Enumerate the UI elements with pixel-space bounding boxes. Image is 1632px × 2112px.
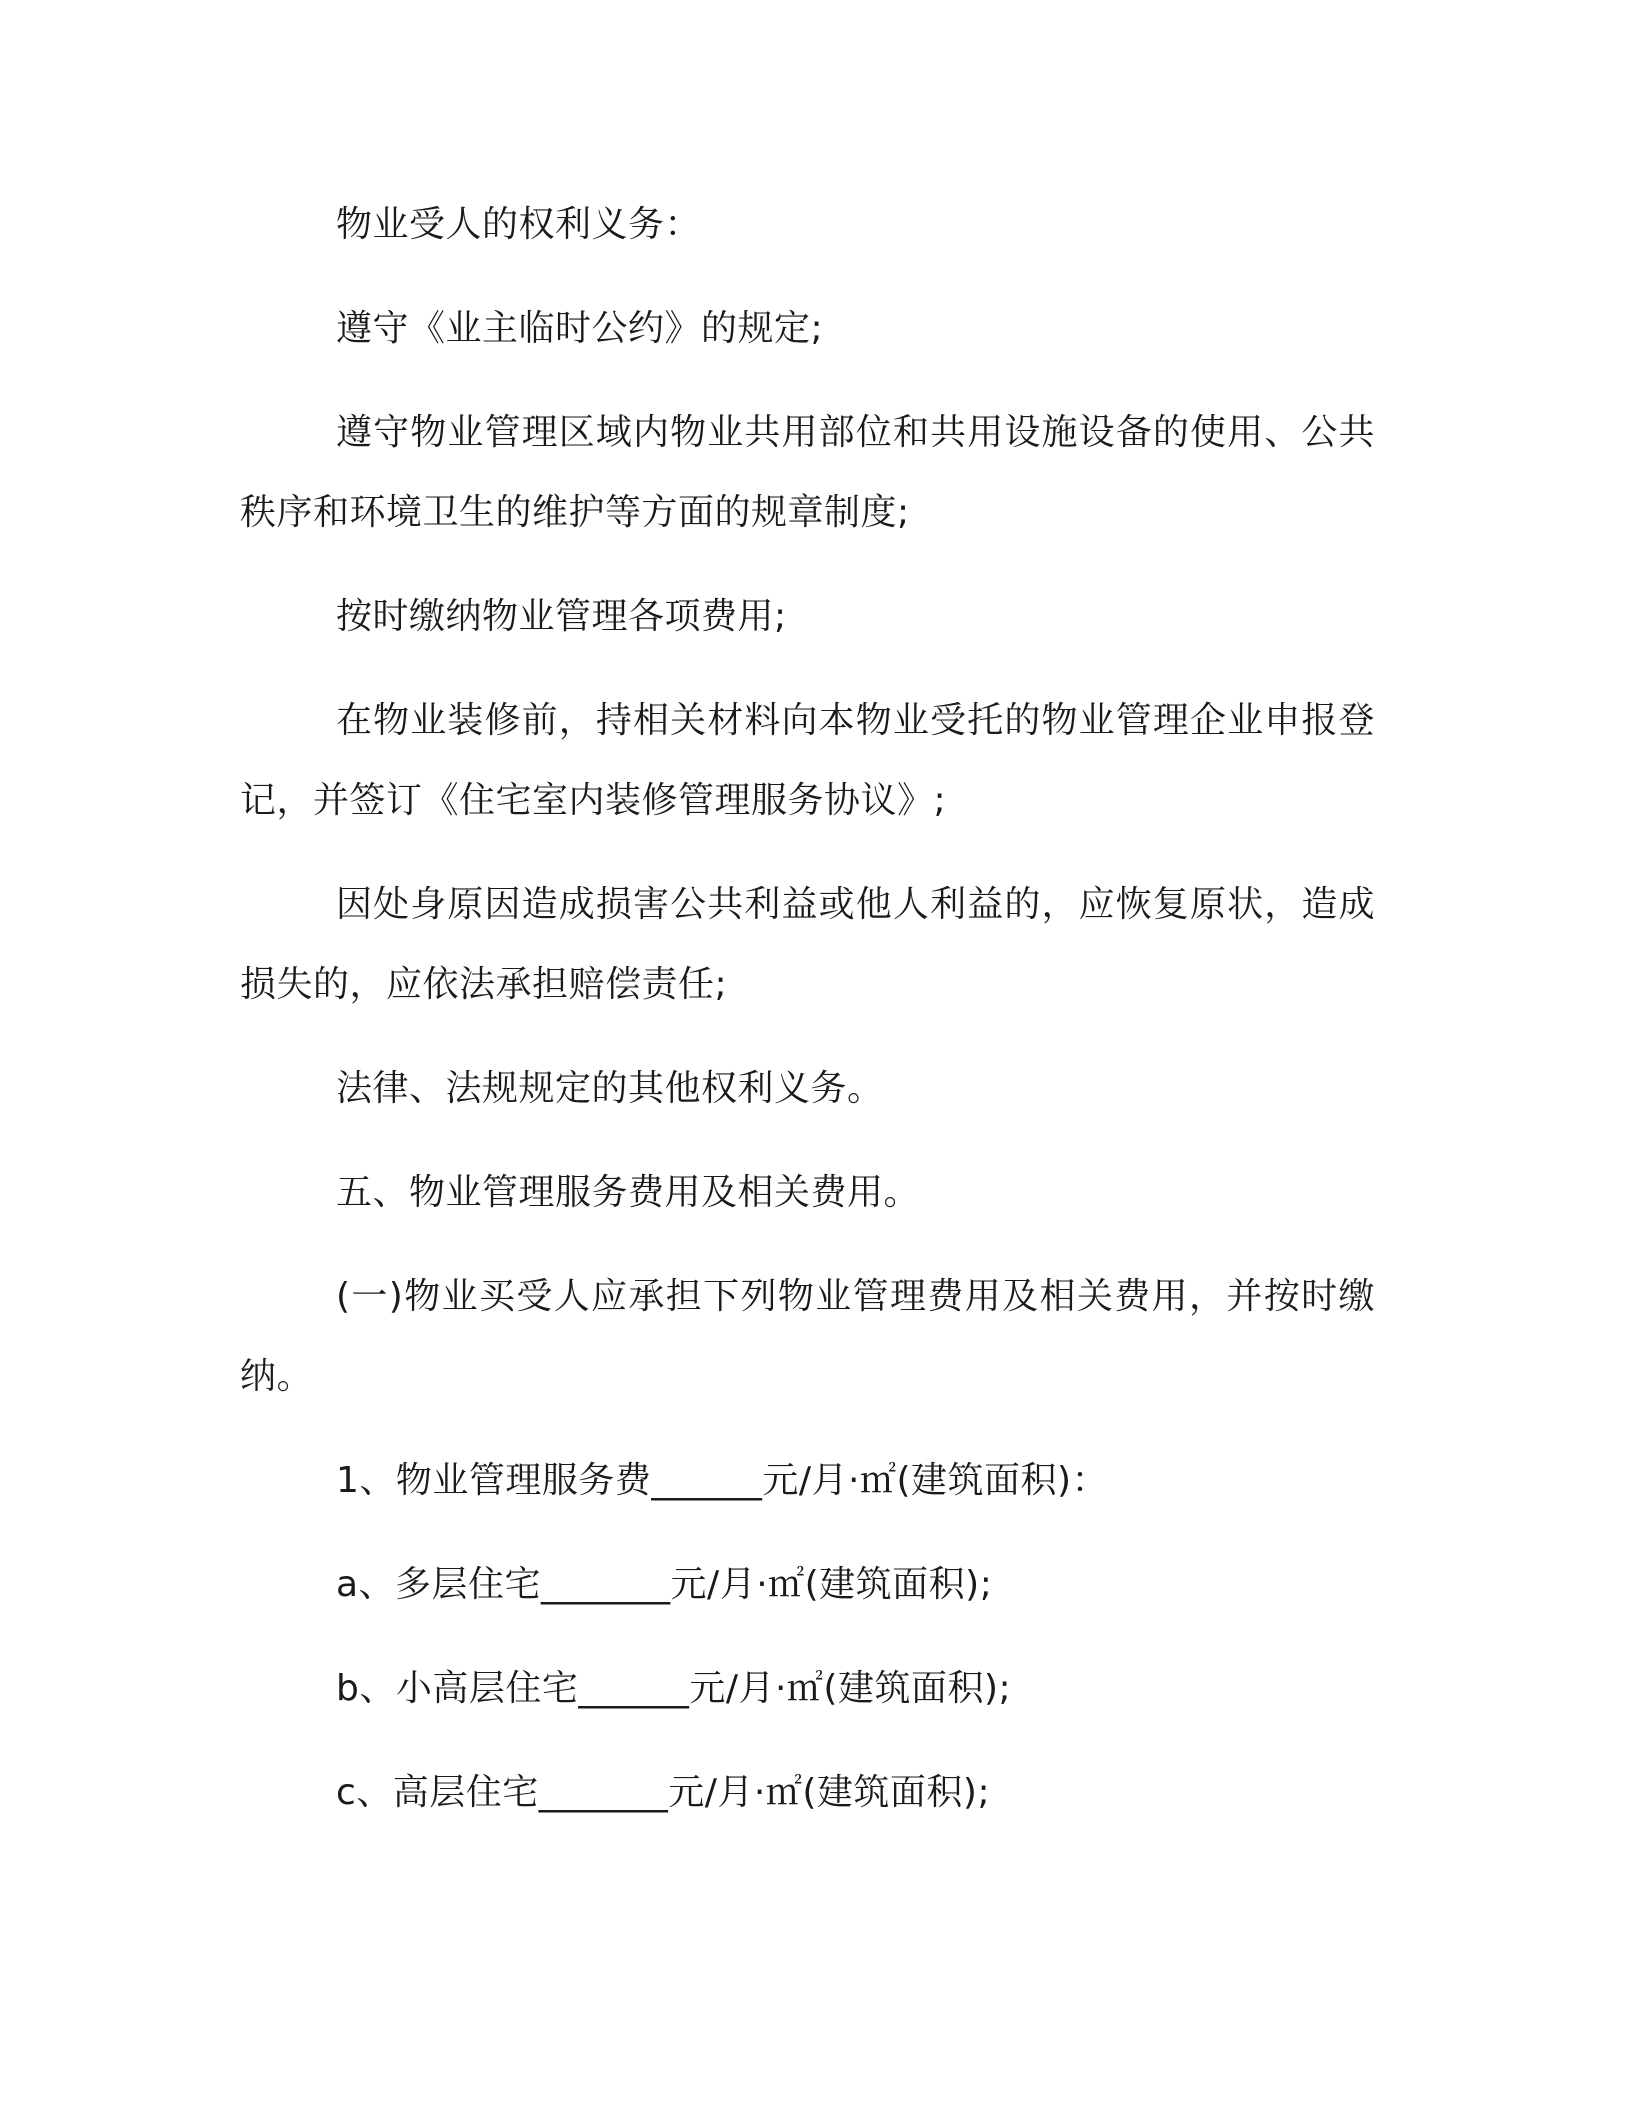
paragraph-rights-heading: 物业受人的权利义务：	[336, 204, 702, 245]
paragraph-comply-convention: 遵守《业主临时公约》的规定;	[336, 308, 824, 349]
paragraph-buyer-fees: (一)物业买受人应承担下列物业管理费用及相关费用，并按时缴纳。	[240, 1276, 1375, 1397]
document-body	[240, 185, 1375, 1833]
paragraph-pay-fees: 按时缴纳物业管理各项费用;	[336, 596, 787, 637]
list-item-service-fee: 1、物业管理服务费______元/月·㎡(建筑面积)：	[336, 1460, 1109, 1501]
list-item-highrise: c、高层住宅_______元/月·㎡(建筑面积);	[336, 1772, 991, 1813]
paragraph-other-rights: 法律、法规规定的其他权利义务。	[336, 1068, 884, 1109]
paragraph-comply-regulations: 遵守物业管理区域内物业共用部位和共用设施设备的使用、公共秩序和环境卫生的维护等方面的规章制度;	[240, 412, 1375, 533]
section-heading-fees: 五、物业管理服务费用及相关费用。	[336, 1172, 921, 1213]
paragraph-decoration-registration: 在物业装修前，持相关材料向本物业受托的物业管理企业申报登记，并签订《住宅室内装修管理服务协议》;	[240, 700, 1375, 821]
list-item-multistory: a、多层住宅_______元/月·㎡(建筑面积);	[336, 1564, 993, 1605]
list-item-small-highrise: b、小高层住宅______元/月·㎡(建筑面积);	[336, 1668, 1012, 1709]
paragraph-damage-liability: 因处身原因造成损害公共利益或他人利益的，应恢复原状，造成损失的，应依法承担赔偿责任;	[240, 884, 1375, 1005]
